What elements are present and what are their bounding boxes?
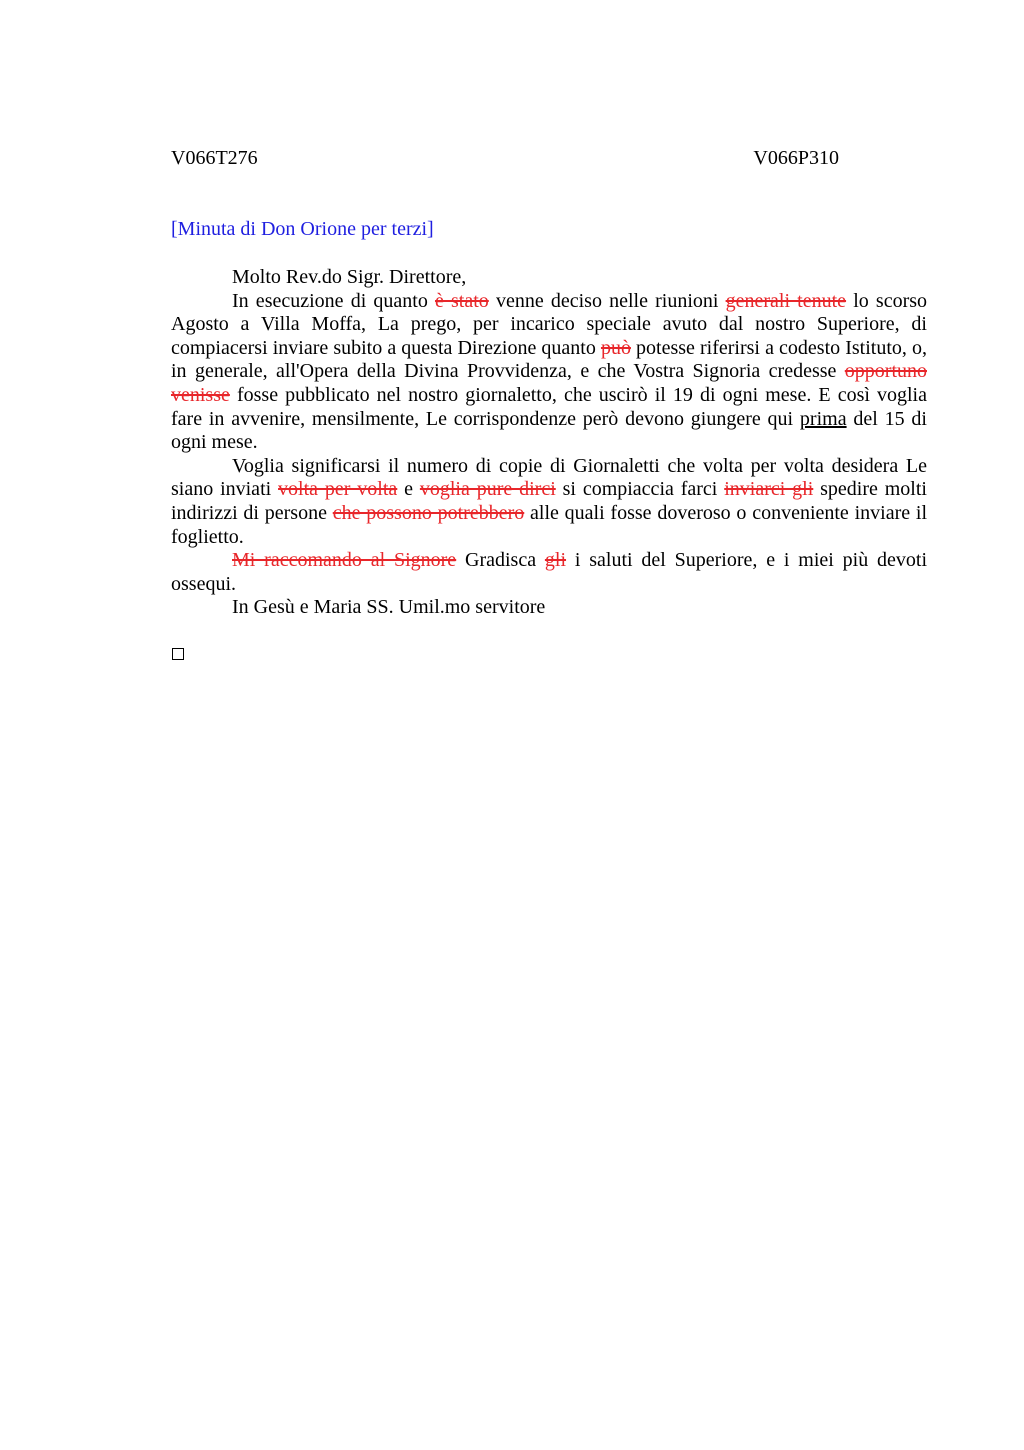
document-subtitle: [Minuta di Don Orione per terzi] — [171, 218, 434, 240]
text-run: e — [397, 478, 420, 501]
text-run: fosse pubblicato nel nostro giornaletto, che uscirò il 19 di ogni mese. E così voglia fare in avvenire, mensilmente, Le corrispondenze però devono giungere qui — [171, 383, 927, 430]
square-outline-icon — [172, 648, 184, 660]
letter-closing: In Gesù e Maria SS. Umil.mo servitore — [232, 596, 546, 619]
letter-body — [171, 266, 927, 620]
letter-paragraph-3 — [171, 549, 927, 596]
text-run: In esecuzione di quanto — [232, 289, 435, 312]
text-run: del 15 di ogni mese. — [171, 407, 927, 454]
letter-paragraph-1 — [171, 290, 927, 455]
deleted-text: può — [600, 336, 631, 359]
deleted-text: che possono potrebbero — [332, 501, 525, 524]
deleted-text: gli — [544, 549, 567, 572]
document-code-right: V066P310 — [753, 147, 839, 169]
text-run: potesse riferirsi a codesto Istituto, o, in generale, all'Opera della Divina Provvidenza, e che Vostra Signoria credesse — [171, 336, 927, 383]
deleted-text: è stato — [434, 289, 489, 312]
deleted-text: volta per volta — [278, 478, 398, 501]
deleted-text: inviarci gli — [724, 478, 814, 501]
text-run: Voglia significarsi il numero di copie di Giornaletti che volta per volta desidera Le siano inviati — [171, 454, 927, 501]
text-run: Gradisca — [456, 549, 545, 572]
deleted-text: voglia pure dirci — [419, 478, 556, 501]
deleted-text: generali tenute — [725, 289, 847, 312]
deleted-text: Mi raccomando al Signore — [232, 549, 457, 572]
text-run: lo scorso Agosto a Villa Moffa, La prego, per incarico speciale avuto dal nostro Superiore, di compiacersi inviare subito a questa Direzione quanto — [171, 289, 928, 359]
underlined-text: prima — [799, 407, 847, 430]
letter-paragraph-2 — [171, 455, 927, 549]
deleted-text: opportuno venisse — [171, 360, 927, 406]
text-run: spedire molti indirizzi di persone — [171, 478, 927, 524]
text-run: i saluti del Superiore, e i miei più devoti ossequi. — [171, 549, 928, 595]
text-run: venne deciso nelle riunioni — [488, 289, 726, 312]
text-run: si compiaccia farci — [555, 478, 725, 501]
letter-salutation: Molto Rev.do Sigr. Direttore, — [232, 266, 467, 288]
text-run: alle quali fosse doveroso o conveniente inviare il foglietto. — [171, 501, 928, 548]
document-code-left: V066T276 — [171, 147, 258, 169]
